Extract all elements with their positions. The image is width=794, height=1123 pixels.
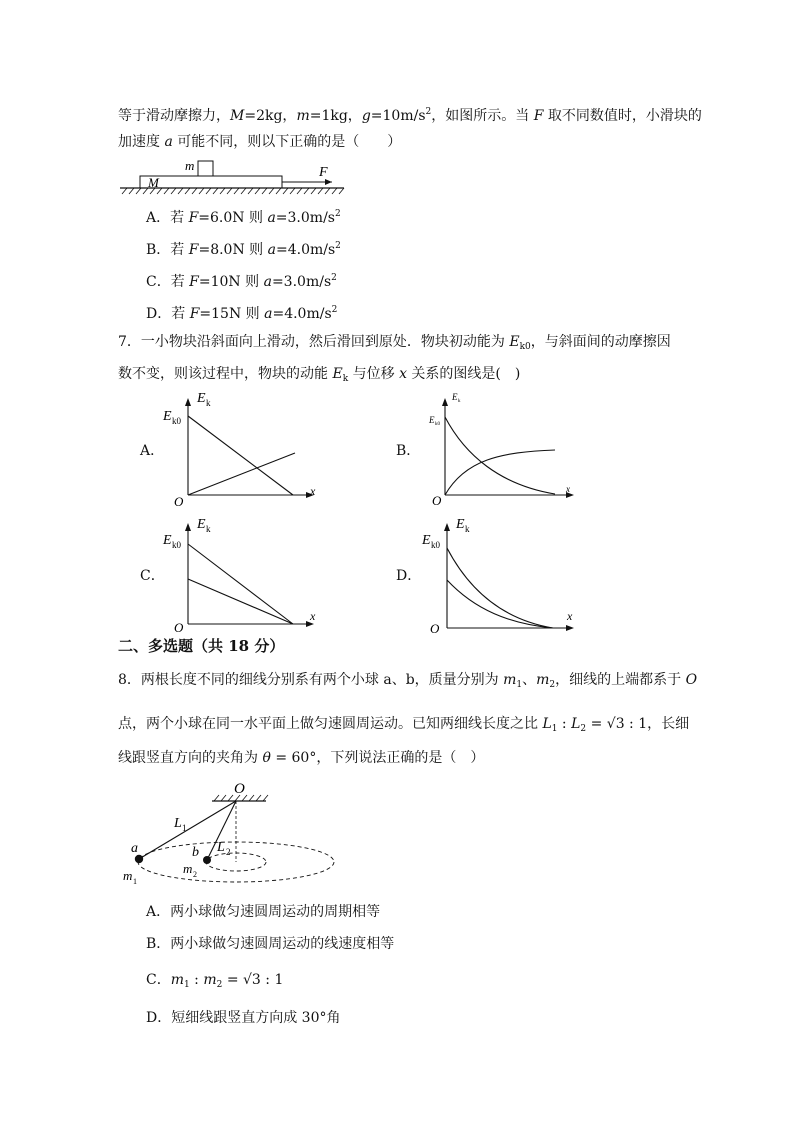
option-var: F <box>188 242 199 258</box>
q8-text: 、 <box>522 672 537 688</box>
label-origin: O <box>432 493 442 508</box>
label-E0: E <box>429 415 435 425</box>
q6-text: =2kg， <box>244 108 297 124</box>
option-var: a <box>267 210 276 226</box>
label-k0: k0 <box>435 422 440 427</box>
label-k: k <box>458 399 461 404</box>
option-var: a <box>267 242 276 258</box>
q8-text: 点，两个小球在同一水平面上做匀速圆周运动。已知两细线长度之比 <box>118 716 543 732</box>
option-sub: 1 <box>184 980 190 990</box>
label-L1: L <box>174 816 182 831</box>
label-E: E <box>456 517 465 532</box>
q8-sub: 2 <box>580 724 587 734</box>
label-k0: k0 <box>431 540 440 550</box>
q8-option-C[interactable] <box>146 970 283 995</box>
option-sup: 2 <box>335 241 341 251</box>
option-text: C．若 <box>146 274 190 290</box>
label-E: E <box>197 391 206 406</box>
option-text: C． <box>146 972 171 988</box>
label-m: m <box>185 158 195 173</box>
q7-option-C[interactable]: C． <box>140 568 165 584</box>
label-m2-sub: 2 <box>193 870 197 879</box>
block-m <box>198 161 213 176</box>
label-O: O <box>234 781 245 797</box>
q6-text: 加速度 <box>118 134 165 150</box>
option-text: =10N 则 <box>198 274 264 290</box>
label-E: E <box>452 392 458 402</box>
q7-var-x: x <box>399 366 407 382</box>
q8-text: = 60°，下列说法正确的是（ ） <box>270 750 485 766</box>
y-arrowhead <box>185 523 191 531</box>
ball-a <box>135 855 143 863</box>
q8-var-L: L <box>571 716 581 732</box>
option-text: =4.0m/s <box>275 242 336 258</box>
q6-text: =1kg， <box>309 108 362 124</box>
label-k: k <box>465 524 470 534</box>
option-text: : 1 <box>260 972 284 988</box>
q6-text: 可能不同，则以下正确的是（ ） <box>172 134 402 150</box>
curve-increasing <box>188 453 295 495</box>
q8-option-B[interactable]: B．两小球做匀速圆周运动的线速度相等 <box>146 936 395 952</box>
label-b: b <box>192 845 199 860</box>
label-L2: L <box>217 840 225 855</box>
q7-text: 7．一小物块沿斜面向上滑动，然后滑回到原处．物块初动能为 <box>118 334 510 350</box>
q8-text: 线跟竖直方向的夹角为 <box>118 750 263 766</box>
option-sup: 2 <box>331 273 337 283</box>
option-var: m <box>203 972 217 988</box>
q8-var-theta: θ <box>262 750 271 766</box>
q7-stem-line1 <box>118 332 671 357</box>
option-var: F <box>188 210 199 226</box>
q7-sub: k0 <box>519 342 531 352</box>
label-k0: k0 <box>172 540 181 550</box>
curve-increasing <box>445 450 555 495</box>
q8-var-L: L <box>542 716 552 732</box>
ball-b <box>203 856 211 864</box>
q6-option-C[interactable] <box>146 268 337 292</box>
q6-text: 等于滑动摩擦力， <box>118 108 230 124</box>
option-text: =6.0N 则 <box>198 210 268 226</box>
label-E: E <box>197 517 206 532</box>
q6-option-A[interactable] <box>146 204 341 228</box>
q7-text: 与位移 <box>348 366 400 382</box>
label-x: x <box>310 484 316 498</box>
label-k0: k0 <box>172 416 181 426</box>
label-x: x <box>566 484 570 494</box>
q8-var-m: m <box>536 672 550 688</box>
label-E0: E <box>422 533 431 548</box>
label-E0: E <box>163 533 172 548</box>
q8-figure <box>118 778 348 890</box>
curve-decreasing <box>445 417 555 494</box>
option-var: a <box>263 274 272 290</box>
q6-figure <box>118 156 348 198</box>
label-m1-sub: 1 <box>133 877 137 886</box>
label-origin: O <box>430 621 440 636</box>
label-L1-sub: 1 <box>182 823 187 833</box>
label-L2-sub: 2 <box>226 847 231 857</box>
curve-lower <box>447 580 553 628</box>
option-var: F <box>189 274 199 290</box>
q6-text: ，如图所示。当 <box>431 108 534 124</box>
q7-graph-A <box>160 390 330 510</box>
q7-text: 关系的图线是( ) <box>406 366 521 382</box>
label-x: x <box>567 609 573 623</box>
q8-text: = <box>586 716 607 732</box>
y-arrowhead <box>442 398 448 406</box>
q7-text: 数不变，则该过程中，物块的动能 <box>118 366 333 382</box>
q8-text: 8．两根长度不同的细线分别系有两个小球 a、b，质量分别为 <box>118 672 504 688</box>
q8-sub: 2 <box>549 680 556 690</box>
q6-text: 取不同数值时，小滑块的 <box>543 108 702 124</box>
q8-sub: 1 <box>551 724 558 734</box>
option-sub: 2 <box>216 980 223 990</box>
option-var: F <box>189 306 200 322</box>
label-m2: m <box>183 861 193 876</box>
option-sup: 2 <box>334 209 341 219</box>
q6-stem-line2 <box>118 132 401 152</box>
curve-decreasing <box>188 416 293 495</box>
q6-var-M: M <box>230 108 245 124</box>
q7-option-B[interactable]: B． <box>396 443 421 459</box>
option-text: B．若 <box>146 242 189 258</box>
q7-var-E: E <box>332 366 343 382</box>
label-M: M <box>148 175 159 190</box>
option-sup: 2 <box>331 305 338 315</box>
q6-option-D[interactable] <box>146 300 337 324</box>
q6-option-B[interactable] <box>146 236 341 260</box>
x-arrowhead <box>566 625 574 631</box>
q7-stem-line2 <box>118 364 520 389</box>
q6-var-m: m <box>296 108 310 124</box>
q7-graph-D <box>420 512 590 636</box>
option-var: m <box>170 972 184 988</box>
q8-option-D[interactable]: D．短细线跟竖直方向成 30°角 <box>146 1010 341 1026</box>
option-text: = <box>222 972 244 988</box>
q8-text: ，细线的上端都系于 <box>555 672 686 688</box>
label-m1: m <box>123 868 133 883</box>
q8-text: : <box>557 716 572 732</box>
q7-graph-B <box>420 390 590 510</box>
option-text: =4.0m/s <box>272 306 332 322</box>
option-text: =3.0m/s <box>275 210 335 226</box>
option-text: =3.0m/s <box>271 274 332 290</box>
curve-lower <box>188 579 293 624</box>
label-E0: E <box>163 409 172 424</box>
option-text: A．若 <box>146 210 189 226</box>
option-text: D．若 <box>146 306 190 322</box>
option-root: √3 <box>243 972 261 988</box>
q8-stem-line1 <box>118 670 697 695</box>
q6-text: =10m/s <box>370 108 426 124</box>
label-a: a <box>131 841 138 856</box>
board-M <box>140 176 282 188</box>
label-k: k <box>206 524 211 534</box>
label-x: x <box>310 609 316 623</box>
option-text: : <box>189 972 204 988</box>
option-text: =8.0N 则 <box>198 242 268 258</box>
q7-sub: k <box>342 374 349 384</box>
q8-root: √3 <box>606 716 625 732</box>
q8-var-O: O <box>685 672 698 688</box>
label-origin: O <box>174 494 184 509</box>
q7-text: ，与斜面间的动摩擦因 <box>530 334 671 350</box>
q7-var-E: E <box>509 334 520 350</box>
q7-option-D[interactable]: D． <box>396 568 422 584</box>
q7-graph-C <box>160 512 330 635</box>
option-text: =15N 则 <box>199 306 265 322</box>
q8-option-A[interactable]: A．两小球做匀速圆周运动的周期相等 <box>146 904 381 920</box>
q6-stem-line1 <box>118 102 702 126</box>
label-F: F <box>319 165 328 180</box>
q6-sup: 2 <box>425 107 432 117</box>
q6-var-a: a <box>164 134 173 150</box>
label-k: k <box>206 398 211 408</box>
option-var: a <box>264 306 273 322</box>
curve-upper <box>188 544 293 624</box>
q6-var-F: F <box>533 108 544 124</box>
q8-sub: 1 <box>516 680 523 690</box>
y-arrowhead <box>444 523 450 531</box>
section-title: 二、多选题（共 18 分） <box>118 637 285 655</box>
label-origin: O <box>174 620 184 635</box>
q6-var-g: g <box>361 108 371 124</box>
q8-text: : 1，长细 <box>624 716 690 732</box>
q8-stem-line3 <box>118 748 484 768</box>
q7-option-A[interactable]: A． <box>140 443 165 459</box>
q8-stem-line2 <box>118 714 689 739</box>
y-arrowhead <box>185 398 191 406</box>
q8-var-m: m <box>503 672 517 688</box>
